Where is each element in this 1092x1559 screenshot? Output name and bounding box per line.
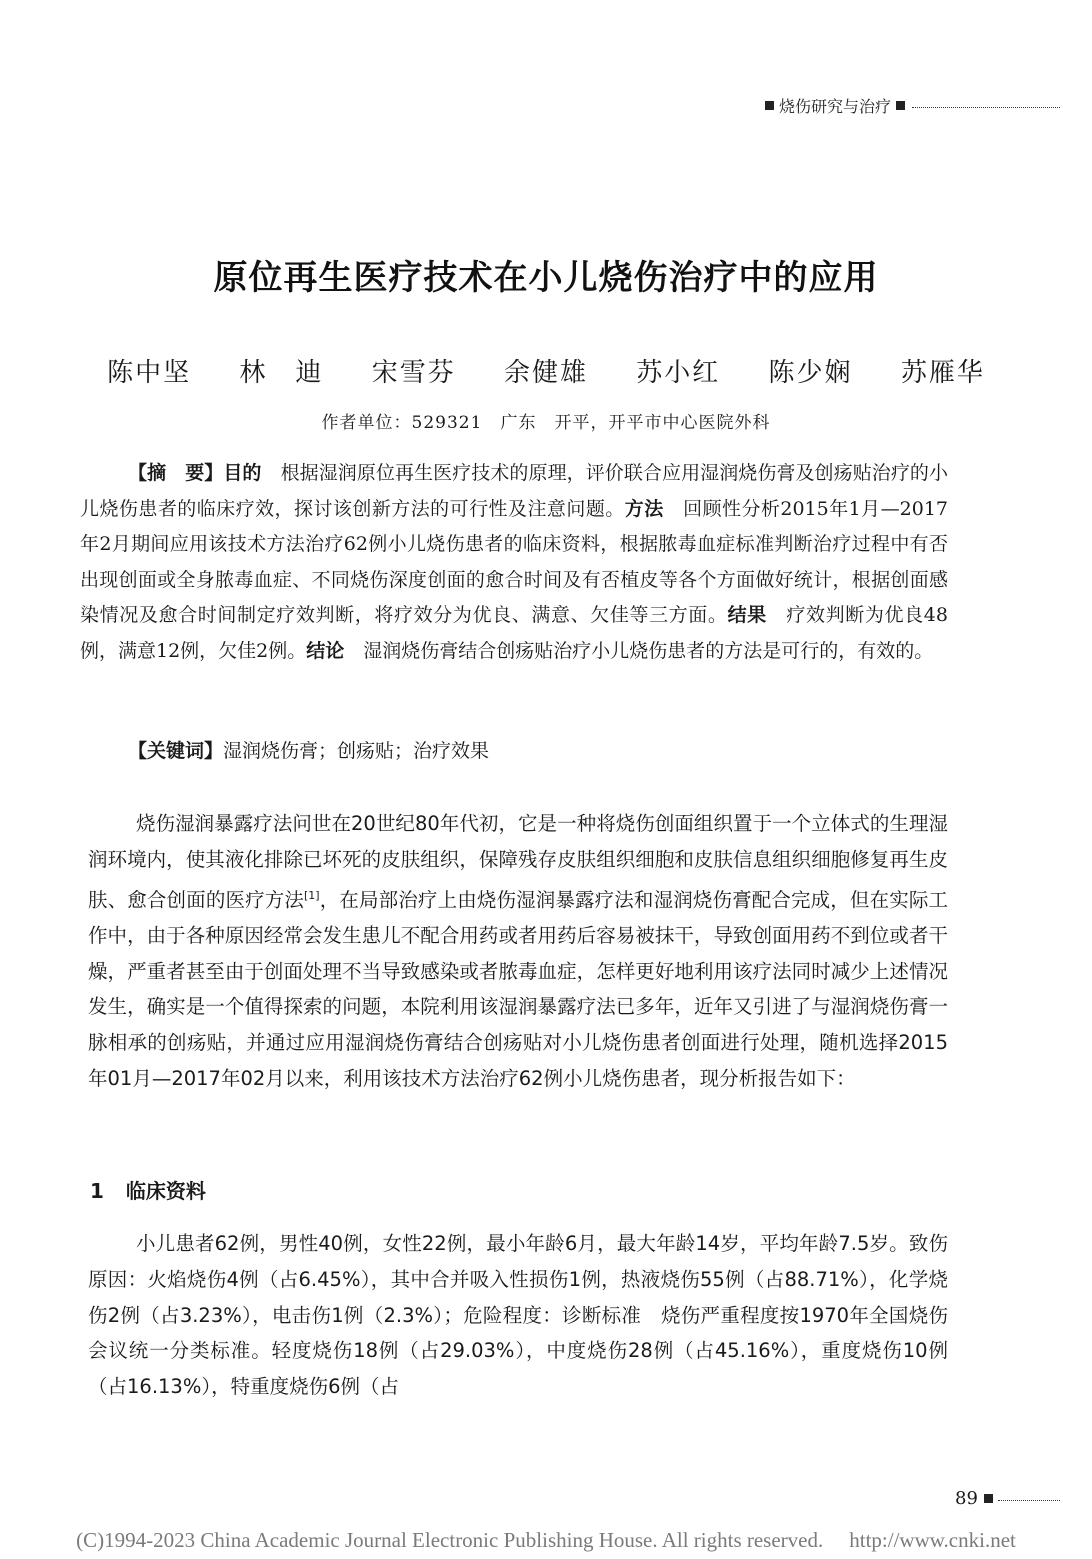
conclusion-label: 结论 (306, 639, 345, 662)
abstract (80, 456, 948, 669)
source-url[interactable]: http://www.cnki.net (849, 1528, 1016, 1552)
copyright-text: (C)1994-2023 China Academic Journal Electronic Publishing House. All rights reserved. (76, 1528, 824, 1552)
citation-ref: [1] (304, 888, 320, 902)
keywords (128, 736, 948, 766)
section-number: 1 (90, 1179, 104, 1203)
method-text: 回顾性分析2015年1月—2017年2月期间应用该技术方法治疗62例小儿烧伤患者的临床资料，根据脓毒血症标准判断治疗过程中有否出现创面或全身脓毒血症、不同烧伤深度创面的愈合时间及有否植皮等各个方面做好统计，根据创面感染情况及愈合时间制定疗效判断，将疗效分为优良、满意、欠佳等三方面。 (80, 497, 948, 626)
intro-text-cont: ，在局部治疗上由烧伤湿润暴露疗法和湿润烧伤膏配合完成，但在实际工作中，由于各种原因经常会发生患儿不配合用药或者用药后容易被抹干，导致创面用药不到位或者干燥，严重者甚至由于创面处理不当导致感染或者脓毒血症，怎样更好地利用该疗法同时减少上述情况发生，确实是一个值得探索的问题，本院利用该湿润暴露疗法已多年，近年又引进了与湿润烧伤膏一脉相承的创疡贴，并通过应用湿润烧伤膏结合创疡贴对小儿烧伤患者创面进行处理，随机选择2015年01月—2017年02月以来，利用该技术方法治疗62例小儿烧伤患者，现分析报告如下： (88, 888, 948, 1091)
section-heading (90, 1175, 206, 1204)
intro-text: 烧伤湿润暴露疗法问世在20世纪80年代初，它是一种将烧伤创面组织置于一个立体式的生理湿润环境内，使其液化排除已坏死的皮肤组织，保障残存皮肤组织细胞和皮肤信息组织细胞修复再生皮肤、愈合创面的医疗方法 (88, 812, 948, 912)
keywords-text: 湿润烧伤膏；创疡贴；治疗效果 (223, 740, 490, 762)
page-number: 89 (955, 1487, 978, 1509)
author-name: 余健雄 (503, 358, 588, 388)
keywords-label: 【关键词】 (128, 740, 224, 762)
clinical-paragraph: 小儿患者62例，男性40例，女性22例，最小年龄6月，最大年龄14岁，平均年龄7.5岁。致伤原因：火焰烧伤4例（占6.45%），其中合并吸入性损伤1例，热液烧伤55例（占88.71%），化学烧伤2例（占3.23%），电击伤1例（2.3%）；危险程度：诊断标准 烧伤严重程度按1970年全国烧伤会议统一分类标准。轻度烧伤18例（占29.03%），中度烧伤28例（占45.16%），重度烧伤10例（占16.13%），特重度烧伤6例（占 (88, 1232, 948, 1399)
square-bullet-icon (984, 1494, 993, 1503)
dotted-rule (998, 1500, 1060, 1501)
purpose-text: 根据湿润原位再生医疗技术的原理，评价联合应用湿润烧伤膏及创疡贴治疗的小儿烧伤患者的临床疗效，探讨该创新方法的可行性及注意问题。 (80, 462, 948, 520)
result-text: 疗效判断为优良48例，满意12例，欠佳2例。 (80, 604, 948, 662)
section-label: 烧伤研究与治疗 (779, 96, 892, 116)
page-footer (955, 1487, 1060, 1509)
square-bullet-icon (896, 101, 905, 110)
conclusion-text: 湿润烧伤膏结合创疡贴治疗小儿烧伤患者的方法是可行的，有效的。 (344, 639, 934, 662)
section-title: 临床资料 (125, 1179, 206, 1203)
square-bullet-icon (765, 101, 774, 110)
result-label: 结果 (727, 604, 767, 626)
purpose-label: 目的 (223, 462, 262, 484)
method-label: 方法 (624, 497, 664, 520)
author-name: 苏小红 (636, 358, 721, 388)
author-name: 陈中坚 (107, 358, 192, 388)
author-name: 陈少娴 (768, 358, 853, 388)
copyright-line (0, 1528, 1092, 1553)
dotted-rule (912, 107, 1060, 108)
author-name: 林 迪 (239, 358, 324, 388)
author-name: 宋雪芬 (371, 358, 456, 388)
author-name: 苏雁华 (900, 358, 985, 388)
abstract-label: 【摘 要】 (128, 462, 224, 484)
author-affiliation: 作者单位：529321 广东 开平，开平市中心医院外科 (321, 413, 771, 433)
intro-paragraph (88, 806, 948, 1097)
running-header (760, 92, 1060, 118)
article-title: 原位再生医疗技术在小儿烧伤治疗中的应用 (213, 258, 879, 298)
author-list (0, 352, 1092, 389)
